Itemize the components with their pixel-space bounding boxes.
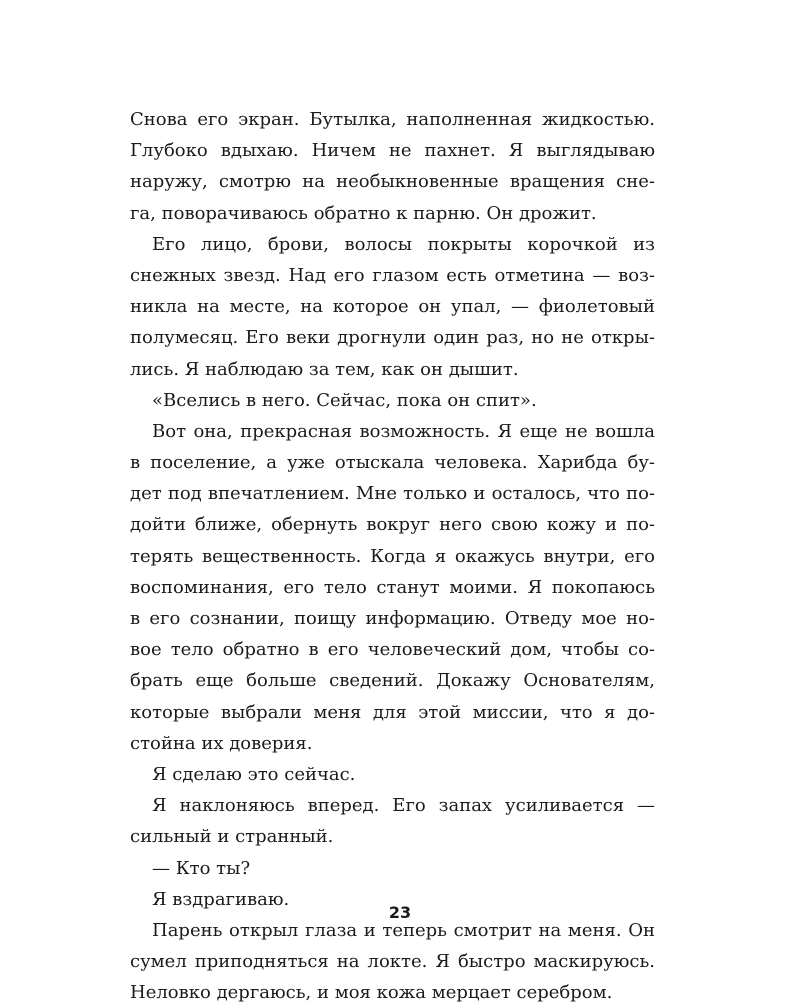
text-line: в его сознании, поищу информацию. Отведу мое но- [130,608,655,629]
text-line: Я сделаю это сейчас. [152,763,356,785]
text-line: которые выбрали меня для этой миссии, что я до- [130,701,655,723]
text-line: га, поворачиваюсь обратно к парню. Он дрожит. [130,202,597,224]
text-line: терять вещественность. Когда я окажусь внутри, его [130,545,655,567]
text-line: сумел приподняться на локте. Я быстро маскируюсь. [130,951,655,973]
text-line: дет под впечатлением. Мне только и осталось, что по- [130,483,655,505]
page-number: 23 [388,903,412,922]
text-line: Его лицо, брови, волосы покрыты корочкой из [152,233,655,255]
text-line: сильный и странный. [130,826,334,848]
text-line: «Вселись в него. Сейчас, пока он спит». [152,389,537,411]
text-line: Парень открыл глаза и теперь смотрит на меня. Он [152,919,655,941]
text-line: в поселение, а уже отыскала человека. Харибда бу- [130,452,655,474]
text-line: вое тело обратно в его человеческий дом, чтобы со- [130,639,655,661]
text-line: полумесяц. Его веки дрогнули один раз, но не откры- [130,327,655,349]
text-line: Глубоко вдыхаю. Ничем не пахнет. Я выглядываю [130,140,655,162]
text-line: Неловко дергаюсь, и моя кожа мерцает серебром. [130,982,613,1004]
text-line: стойна их доверия. [130,732,313,754]
text-line: воспоминания, его тело станут моими. Я покопаюсь [130,576,655,598]
body-text [130,104,655,1008]
dialogue-line: — Кто ты? [152,857,251,879]
text-line: снежных звезд. Над его глазом есть отметина — воз- [130,264,655,286]
text-line: дойти ближе, обернуть вокруг него свою кожу и по- [130,514,655,536]
text-line: Я наклоняюсь вперед. Его запах усиливается — [152,795,655,817]
text-line: наружу, смотрю на необыкновенные вращения сне- [130,171,655,193]
text-line: Снова его экран. Бутылка, наполненная жидкостью. [130,109,655,130]
text-line: Вот она, прекрасная возможность. Я еще не вошла [152,420,655,442]
text-line: лись. Я наблюдаю за тем, как он дышит. [130,358,519,380]
text-line: никла на месте, на которое он упал, — фиолетовый [130,296,655,318]
text-line: брать еще больше сведений. Докажу Основателям, [130,670,655,692]
text-line: Я вздрагиваю. [152,888,290,910]
